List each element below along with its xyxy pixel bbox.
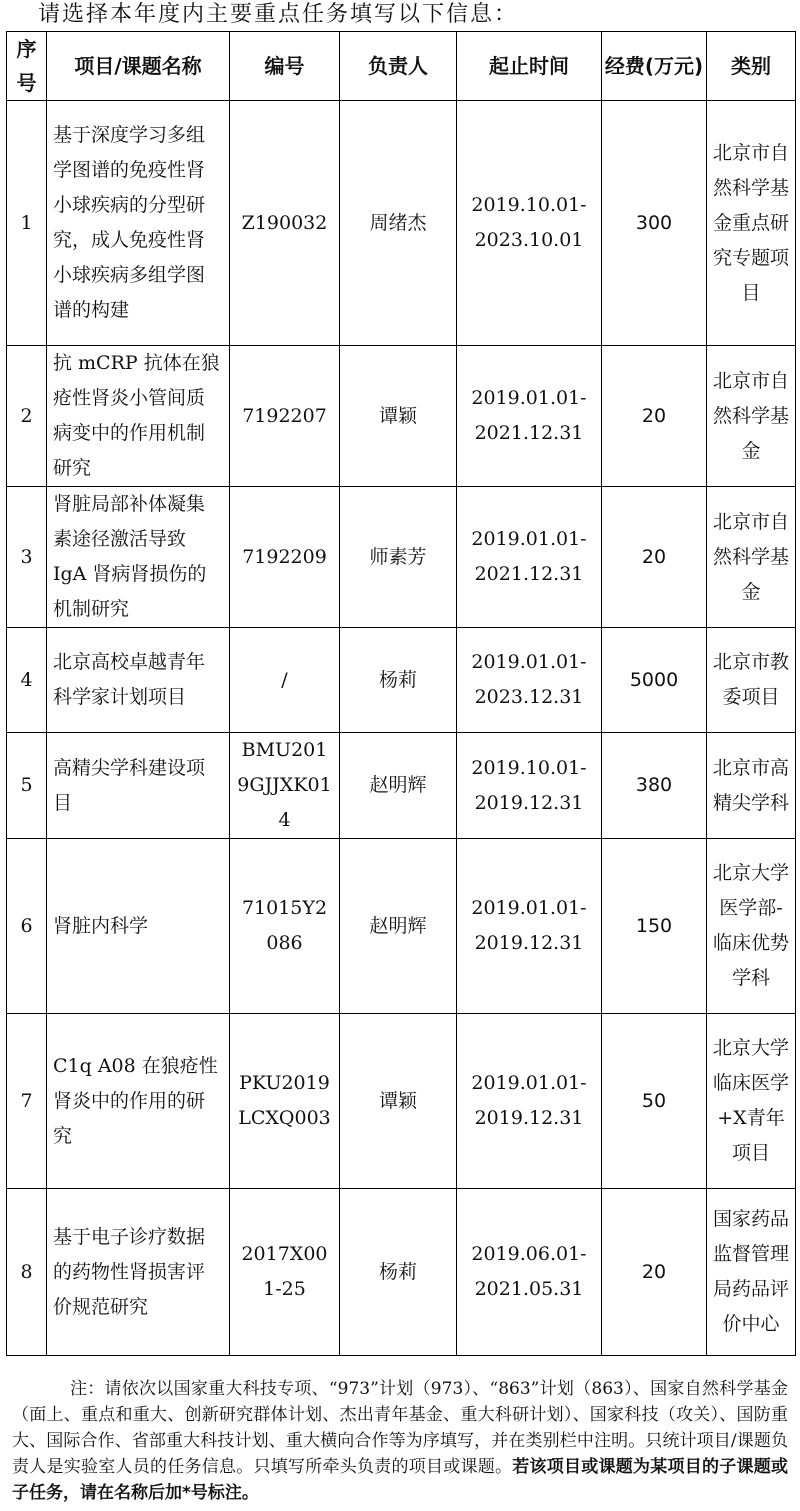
cell-name: 肾脏局部补体凝集素途径激活导致 IgA 肾病肾损伤的机制研究 (47, 487, 230, 628)
cell-code: 2017X001-25 (230, 1189, 340, 1356)
cell-funding: 20 (602, 346, 707, 487)
header-name: 项目/课题名称 (47, 32, 230, 101)
cell-funding: 380 (602, 733, 707, 839)
cell-period: 2019.10.01-2019.12.31 (457, 733, 602, 839)
cell-funding: 20 (602, 487, 707, 628)
cell-code: / (230, 628, 340, 733)
intro-text: 请选择本年度内主要重点任务填写以下信息： (38, 2, 519, 27)
header-person: 负责人 (340, 32, 457, 101)
cell-category: 北京市自然科学基金 (707, 346, 796, 487)
table-row (7, 487, 796, 628)
table-row (7, 1014, 796, 1189)
header-funding: 经费(万元) (602, 32, 707, 101)
cell-category: 北京市教委项目 (707, 628, 796, 733)
header-num: 序号 (7, 32, 47, 101)
cell-funding: 20 (602, 1189, 707, 1356)
table-row (7, 733, 796, 839)
cell-num: 5 (7, 733, 47, 839)
header-category: 类别 (707, 32, 796, 101)
cell-name: C1q A08 在狼疮性肾炎中的作用的研究 (47, 1014, 230, 1189)
cell-code: 7192209 (230, 487, 340, 628)
header-row (7, 32, 796, 101)
cell-num: 7 (7, 1014, 47, 1189)
cell-code: 71015Y2086 (230, 839, 340, 1014)
cell-category: 北京大学临床医学+X青年项目 (707, 1014, 796, 1189)
cell-person: 杨莉 (340, 628, 457, 733)
cell-person: 师素芳 (340, 487, 457, 628)
cell-name: 基于深度学习多组学图谱的免疫性肾小球疾病的分型研究，成人免疫性肾小球疾病多组学图谱的构建 (47, 101, 230, 346)
cell-num: 3 (7, 487, 47, 628)
cell-period: 2019.10.01-2023.10.01 (457, 101, 602, 346)
footnote-text: 注：请依次以国家重大科技专项、“973”计划（973）、“863”计划（863）、国家自然科学基金（面上、重点和重大、创新研究群体计划、杰出青年基金、重大科研计划）、国家科技（攻关）、国防重大、国际合作、省部重大科技计划、重大横向合作等为序填写，并在类别栏中注明。只统计项目/课题负责人是实验室人员的任务信息。只填写所牵头负责的项目或课题。 (12, 1379, 788, 1477)
cell-period: 2019.06.01-2021.05.31 (457, 1189, 602, 1356)
table-row (7, 628, 796, 733)
table-row (7, 101, 796, 346)
cell-code: BMU2019GJJXK014 (230, 733, 340, 839)
cell-funding: 5000 (602, 628, 707, 733)
cell-person: 周绪杰 (340, 101, 457, 346)
header-period: 起止时间 (457, 32, 602, 101)
cell-period: 2019.01.01-2023.12.31 (457, 628, 602, 733)
cell-category: 北京市自然科学基金 (707, 487, 796, 628)
cell-name: 基于电子诊疗数据的药物性肾损害评价规范研究 (47, 1189, 230, 1356)
cell-num: 8 (7, 1189, 47, 1356)
cell-category: 国家药品监督管理局药品评价中心 (707, 1189, 796, 1356)
cell-num: 6 (7, 839, 47, 1014)
footnote (12, 1376, 788, 1506)
cell-person: 杨莉 (340, 1189, 457, 1356)
cell-name: 高精尖学科建设项目 (47, 733, 230, 839)
cell-num: 4 (7, 628, 47, 733)
cell-num: 2 (7, 346, 47, 487)
cell-code: Z190032 (230, 101, 340, 346)
cell-period: 2019.01.01-2019.12.31 (457, 839, 602, 1014)
cell-person: 赵明辉 (340, 733, 457, 839)
table-row (7, 346, 796, 487)
footnote-emphasis: 若该项目或课题为某项目的子课题或子任务，请在名称后加*号标注。 (12, 1457, 788, 1503)
cell-code: 7192207 (230, 346, 340, 487)
cell-num: 1 (7, 101, 47, 346)
cell-person: 谭颖 (340, 1014, 457, 1189)
cell-category: 北京市自然科学基金重点研究专题项目 (707, 101, 796, 346)
cell-name: 北京高校卓越青年科学家计划项目 (47, 628, 230, 733)
cell-code: PKU2019LCXQ003 (230, 1014, 340, 1189)
cell-category: 北京大学医学部-临床优势学科 (707, 839, 796, 1014)
task-table (6, 31, 796, 1356)
table-row (7, 1189, 796, 1356)
cell-funding: 300 (602, 101, 707, 346)
header-code: 编号 (230, 32, 340, 101)
cell-person: 赵明辉 (340, 839, 457, 1014)
cell-funding: 150 (602, 839, 707, 1014)
cell-name: 肾脏内科学 (47, 839, 230, 1014)
cell-name: 抗 mCRP 抗体在狼疮性肾炎小管间质病变中的作用机制研究 (47, 346, 230, 487)
cell-period: 2019.01.01-2019.12.31 (457, 1014, 602, 1189)
table-row (7, 839, 796, 1014)
cell-funding: 50 (602, 1014, 707, 1189)
cell-person: 谭颖 (340, 346, 457, 487)
cell-period: 2019.01.01-2021.12.31 (457, 346, 602, 487)
cell-period: 2019.01.01-2021.12.31 (457, 487, 602, 628)
cell-category: 北京市高精尖学科 (707, 733, 796, 839)
